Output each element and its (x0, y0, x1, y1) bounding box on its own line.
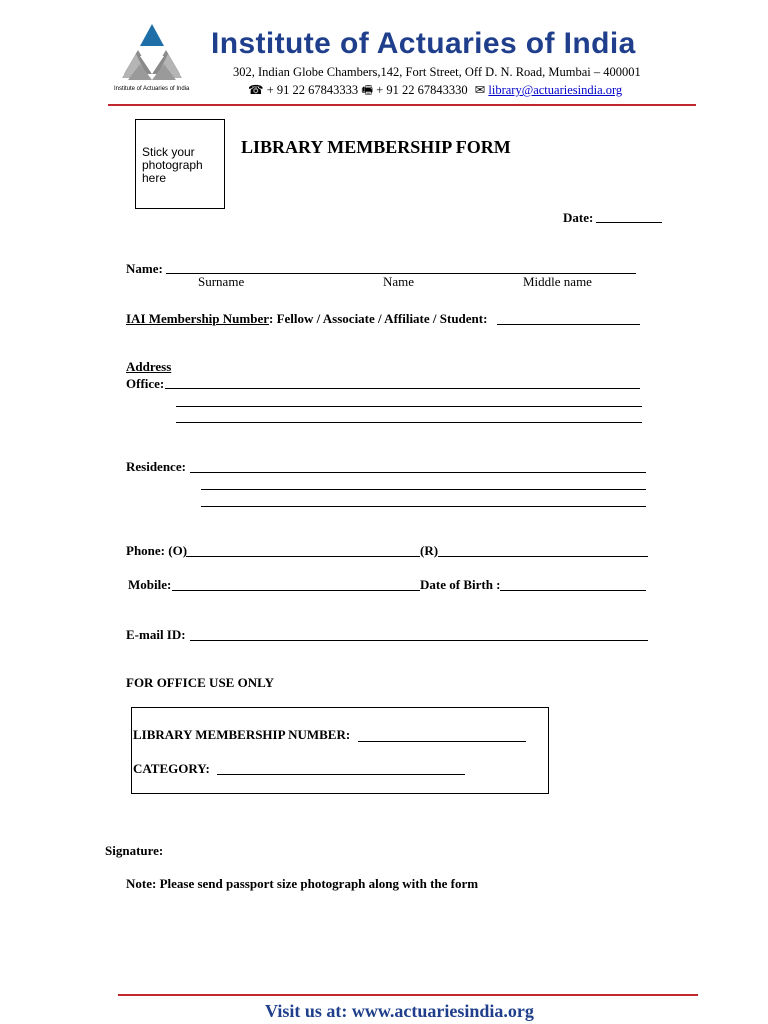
email-field[interactable] (190, 640, 648, 641)
dob-label: Date of Birth : (420, 577, 501, 592)
dob-field[interactable] (500, 590, 646, 591)
address-heading: Address (126, 359, 172, 374)
membership-label (126, 311, 487, 327)
residence-label: Residence: (126, 459, 186, 474)
address-line: 302, Indian Globe Chambers,142, Fort Street, Off D. N. Road, Mumbai – 400001 (233, 65, 641, 79)
org-name: Institute of Actuaries of India (211, 27, 636, 60)
library-number-label: LIBRARY MEMBERSHIP NUMBER: (133, 727, 351, 742)
category-field[interactable] (217, 774, 465, 775)
photo-text-3: here (142, 171, 167, 185)
mobile-field[interactable] (172, 590, 420, 591)
membership-label-main: IAI Membership Number (126, 311, 269, 326)
office-address-line-3[interactable] (176, 422, 642, 423)
email-icon: ✉ (474, 83, 486, 97)
office-label: Office: (126, 376, 165, 391)
header-rule (108, 104, 696, 106)
surname-caption: Surname (198, 274, 245, 289)
logo-caption: Institute of Actuaries of India (114, 86, 190, 92)
date-field[interactable] (596, 222, 662, 223)
email-label: E-mail ID: (126, 627, 186, 642)
photo-box-text (142, 146, 203, 185)
category-label: CATEGORY: (133, 761, 210, 776)
name-caption: Name (383, 274, 415, 289)
photo-text-1: Stick your (142, 145, 195, 159)
contact-line (248, 81, 622, 102)
phone-office-label: Phone: (O) (126, 543, 188, 558)
office-address-line-2[interactable] (176, 406, 642, 407)
phone-residence-label: (R) (420, 543, 439, 558)
signature-label: Signature: (105, 843, 164, 858)
photo-box (135, 119, 225, 209)
phone-residence-field[interactable] (438, 556, 648, 557)
office-address-line-1[interactable] (165, 388, 640, 389)
middle-name-caption: Middle name (523, 274, 592, 289)
name-label: Name: (126, 261, 163, 276)
residence-address-line-2[interactable] (201, 489, 646, 490)
phone-icon: ☎ (248, 83, 264, 97)
office-use-heading: FOR OFFICE USE ONLY (126, 675, 274, 690)
residence-address-line-3[interactable] (201, 506, 646, 507)
email-link[interactable]: library@actuariesindia.org (488, 83, 623, 97)
residence-address-line-1[interactable] (190, 472, 646, 473)
photo-text-2: photograph (142, 158, 203, 172)
footer-text: Visit us at: www.actuariesindia.org (265, 1001, 534, 1021)
phone-number: + 91 22 67843333 (266, 83, 359, 97)
phone-office-field[interactable] (186, 556, 420, 557)
mobile-label: Mobile: (128, 577, 172, 592)
library-number-field[interactable] (358, 741, 526, 742)
note-text: Note: Please send passport size photograph along with the form (126, 876, 479, 891)
date-label: Date: (563, 210, 594, 225)
membership-field[interactable] (497, 324, 640, 325)
fax-icon: 🖷 (361, 83, 374, 97)
form-title: LIBRARY MEMBERSHIP FORM (241, 137, 511, 157)
footer-rule (118, 994, 698, 996)
membership-label-types: : Fellow / Associate / Affiliate / Student: (269, 311, 488, 326)
fax-number: + 91 22 67843330 (376, 83, 468, 97)
office-use-box (131, 707, 549, 794)
logo (108, 20, 196, 98)
